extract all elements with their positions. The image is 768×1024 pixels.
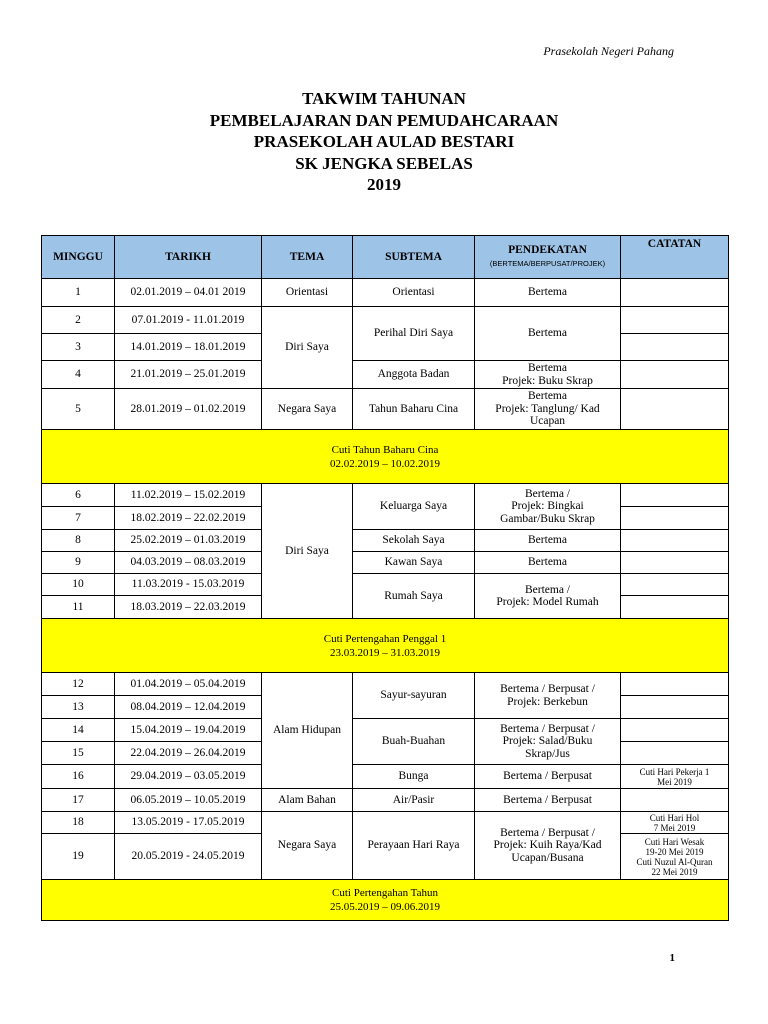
table-header-row xyxy=(42,236,729,279)
cell-catatan xyxy=(621,596,729,619)
cell-subtema: Kawan Saya xyxy=(353,552,475,574)
cell-subtema: Perihal Diri Saya xyxy=(353,307,475,361)
cell-catatan xyxy=(621,696,729,719)
table-row xyxy=(42,552,729,574)
cell-catatan xyxy=(621,789,729,812)
title-line: 2019 xyxy=(367,175,401,194)
cell-pendekatan: Bertema xyxy=(475,307,621,361)
cell-subtema: Anggota Badan xyxy=(353,361,475,389)
cell-minggu: 15 xyxy=(42,742,115,765)
cell-minggu: 9 xyxy=(42,552,115,574)
cell-pendekatan xyxy=(475,484,621,530)
cell-tema: Negara Saya xyxy=(262,812,353,880)
cell-catatan xyxy=(621,552,729,574)
cell-minggu: 1 xyxy=(42,279,115,307)
cell-tarikh: 11.03.2019 - 15.03.2019 xyxy=(115,574,262,596)
cell-tarikh: 25.02.2019 – 01.03.2019 xyxy=(115,530,262,552)
cell-tarikh: 21.01.2019 – 25.01.2019 xyxy=(115,361,262,389)
cell-catatan xyxy=(621,484,729,507)
page-number: 1 xyxy=(669,952,675,964)
cell-tarikh: 29.04.2019 – 03.05.2019 xyxy=(115,765,262,789)
pendekatan-line: Bertema / Berpusat / xyxy=(500,683,595,695)
cell-minggu: 18 xyxy=(42,812,115,834)
cell-subtema: Tahun Baharu Cina xyxy=(353,389,475,430)
cell-catatan xyxy=(621,574,729,596)
cell-subtema: Air/Pasir xyxy=(353,789,475,812)
pendekatan-line: Projek: Berkebun xyxy=(507,695,588,708)
cell-subtema: Perayaan Hari Raya xyxy=(353,812,475,880)
title-line: PEMBELAJARAN DAN PEMUDAHCARAAN xyxy=(209,110,559,130)
cell-subtema: Orientasi xyxy=(353,279,475,307)
table-row xyxy=(42,673,729,696)
pendekatan-line: Ucapan xyxy=(529,415,566,428)
cell-tarikh: 15.04.2019 – 19.04.2019 xyxy=(115,719,262,742)
cell-pendekatan: Bertema / Berpusat xyxy=(475,765,621,789)
pendekatan-line: Bertema / xyxy=(524,487,571,500)
pendekatan-line: Skrap/Jus xyxy=(525,747,570,760)
catatan-line: Cuti Hari Wesak xyxy=(644,836,705,847)
holiday-row xyxy=(42,619,729,673)
cell-catatan xyxy=(621,673,729,696)
cell-tarikh: 20.05.2019 - 24.05.2019 xyxy=(115,834,262,880)
holiday-name: Cuti Tahun Baharu Cina xyxy=(331,443,439,456)
pendekatan-line: Projek: Kuih Raya/Kad xyxy=(493,839,602,852)
cell-tema: Diri Saya xyxy=(262,484,353,619)
cell-pendekatan xyxy=(475,673,621,719)
cell-catatan xyxy=(621,834,729,880)
cell-catatan xyxy=(621,507,729,530)
cell-catatan xyxy=(621,307,729,334)
cell-pendekatan: Bertema / Berpusat xyxy=(475,789,621,812)
cell-subtema: Buah-Buahan xyxy=(353,719,475,765)
cell-tarikh: 18.03.2019 – 22.03.2019 xyxy=(115,596,262,619)
cell-minggu: 14 xyxy=(42,719,115,742)
cell-catatan xyxy=(621,742,729,765)
cell-catatan xyxy=(621,361,729,389)
cell-pendekatan xyxy=(475,389,621,430)
cell-tarikh: 22.04.2019 – 26.04.2019 xyxy=(115,742,262,765)
table-row xyxy=(42,812,729,834)
holiday-dates: 25.05.2019 – 09.06.2019 xyxy=(330,901,440,913)
pendekatan-line: Projek: Model Rumah xyxy=(496,596,599,608)
table-row xyxy=(42,789,729,812)
catatan-line: 22 Mei 2019 xyxy=(651,866,698,877)
table-row xyxy=(42,719,729,742)
cell-catatan xyxy=(621,334,729,361)
table-row xyxy=(42,765,729,789)
header-pendekatan-label: PENDEKATAN xyxy=(508,244,587,256)
cell-pendekatan xyxy=(475,574,621,619)
holiday-row xyxy=(42,880,729,921)
cell-tarikh: 28.01.2019 – 01.02.2019 xyxy=(115,389,262,430)
cell-tarikh: 18.02.2019 – 22.02.2019 xyxy=(115,507,262,530)
cell-pendekatan xyxy=(475,361,621,389)
catatan-line: Cuti Hari Hol xyxy=(649,812,700,823)
cell-pendekatan: Bertema xyxy=(475,279,621,307)
cell-pendekatan: Bertema xyxy=(475,552,621,574)
holiday-cell xyxy=(42,619,729,673)
table-row xyxy=(42,307,729,334)
cell-catatan xyxy=(621,765,729,789)
header-pendekatan xyxy=(475,236,621,279)
cell-subtema: Bunga xyxy=(353,765,475,789)
cell-catatan xyxy=(621,719,729,742)
pendekatan-line: Projek: Tanglung/ Kad xyxy=(495,402,600,415)
pendekatan-line: Bertema / Berpusat / xyxy=(500,722,595,735)
cell-minggu: 5 xyxy=(42,389,115,430)
cell-pendekatan xyxy=(475,719,621,765)
cell-tema: Orientasi xyxy=(262,279,353,307)
cell-minggu: 3 xyxy=(42,334,115,361)
cell-tarikh: 14.01.2019 – 18.01.2019 xyxy=(115,334,262,361)
cell-catatan xyxy=(621,389,729,430)
cell-minggu: 11 xyxy=(42,596,115,619)
table-row xyxy=(42,484,729,507)
title-line: SK JENGKA SEBELAS xyxy=(295,153,473,173)
pendekatan-line: Projek: Buku Skrap xyxy=(502,374,593,387)
pendekatan-line: Bertema xyxy=(528,390,567,403)
cell-tarikh: 04.03.2019 – 08.03.2019 xyxy=(115,552,262,574)
catatan-line: Cuti Nuzul Al-Quran xyxy=(636,856,713,867)
cell-tema: Alam Bahan xyxy=(262,789,353,812)
cell-tarikh: 08.04.2019 – 12.04.2019 xyxy=(115,696,262,719)
cell-minggu: 7 xyxy=(42,507,115,530)
header-subtema: SUBTEMA xyxy=(353,236,475,279)
cell-tema: Diri Saya xyxy=(262,307,353,389)
cell-minggu: 6 xyxy=(42,484,115,507)
cell-pendekatan xyxy=(475,812,621,880)
header-minggu: MINGGU xyxy=(42,236,115,279)
catatan-line: Mei 2019 xyxy=(657,776,692,787)
cell-minggu: 12 xyxy=(42,673,115,696)
pendekatan-line: Projek: Salad/Buku xyxy=(502,735,593,748)
cell-subtema: Sayur-sayuran xyxy=(353,673,475,719)
cell-minggu: 2 xyxy=(42,307,115,334)
pendekatan-line: Bertema / Berpusat / xyxy=(500,826,595,839)
header-tarikh: TARIKH xyxy=(115,236,262,279)
header-catatan: CATATAN xyxy=(621,236,729,279)
catatan-line: Cuti Hari Pekerja 1 xyxy=(639,766,710,777)
table-row xyxy=(42,361,729,389)
table-row xyxy=(42,389,729,430)
cell-tema: Negara Saya xyxy=(262,389,353,430)
cell-tarikh: 02.01.2019 – 04.01 2019 xyxy=(115,279,262,307)
cell-tarikh: 13.05.2019 - 17.05.2019 xyxy=(115,812,262,834)
header-tema: TEMA xyxy=(262,236,353,279)
cell-tarikh: 07.01.2019 - 11.01.2019 xyxy=(115,307,262,334)
table-row xyxy=(42,279,729,307)
title-line: TAKWIM TAHUNAN xyxy=(302,89,466,108)
catatan-line: 7 Mei 2019 xyxy=(653,822,696,833)
cell-minggu: 4 xyxy=(42,361,115,389)
cell-subtema: Rumah Saya xyxy=(353,574,475,619)
calendar-table xyxy=(41,235,729,921)
cell-minggu: 10 xyxy=(42,574,115,596)
cell-minggu: 19 xyxy=(42,834,115,880)
holiday-name: Cuti Pertengahan Tahun xyxy=(332,887,438,899)
cell-minggu: 13 xyxy=(42,696,115,719)
cell-minggu: 8 xyxy=(42,530,115,552)
pendekatan-line: Projek: Bingkai xyxy=(511,500,584,513)
document-header: Prasekolah Negeri Pahang xyxy=(543,44,674,58)
table-row xyxy=(42,530,729,552)
document-title-block xyxy=(0,88,768,196)
cell-pendekatan: Bertema xyxy=(475,530,621,552)
cell-minggu: 17 xyxy=(42,789,115,812)
cell-catatan xyxy=(621,812,729,834)
cell-tarikh: 11.02.2019 – 15.02.2019 xyxy=(115,484,262,507)
table-row xyxy=(42,574,729,596)
pendekatan-line: Bertema xyxy=(528,362,567,374)
catatan-line: 19-20 Mei 2019 xyxy=(645,846,704,857)
pendekatan-line: Bertema / xyxy=(524,583,571,596)
pendekatan-line: Ucapan/Busana xyxy=(511,851,584,864)
header-pendekatan-sub: (BERTEMA/BERPUSAT/PROJEK) xyxy=(489,258,606,268)
pendekatan-line: Gambar/Buku Skrap xyxy=(500,512,595,525)
title-line: PRASEKOLAH AULAD BESTARI xyxy=(253,132,515,151)
holiday-cell xyxy=(42,430,729,484)
cell-subtema: Keluarga Saya xyxy=(353,484,475,530)
holiday-dates: 02.02.2019 – 10.02.2019 xyxy=(330,457,440,470)
cell-tarikh: 01.04.2019 – 05.04.2019 xyxy=(115,673,262,696)
cell-catatan xyxy=(621,279,729,307)
holiday-cell xyxy=(42,880,729,921)
cell-minggu: 16 xyxy=(42,765,115,789)
cell-tema: Alam Hidupan xyxy=(262,673,353,789)
cell-tarikh: 06.05.2019 – 10.05.2019 xyxy=(115,789,262,812)
holiday-dates: 23.03.2019 – 31.03.2019 xyxy=(330,646,440,659)
holiday-name: Cuti Pertengahan Penggal 1 xyxy=(323,632,447,645)
cell-catatan xyxy=(621,530,729,552)
cell-subtema: Sekolah Saya xyxy=(353,530,475,552)
holiday-row xyxy=(42,430,729,484)
